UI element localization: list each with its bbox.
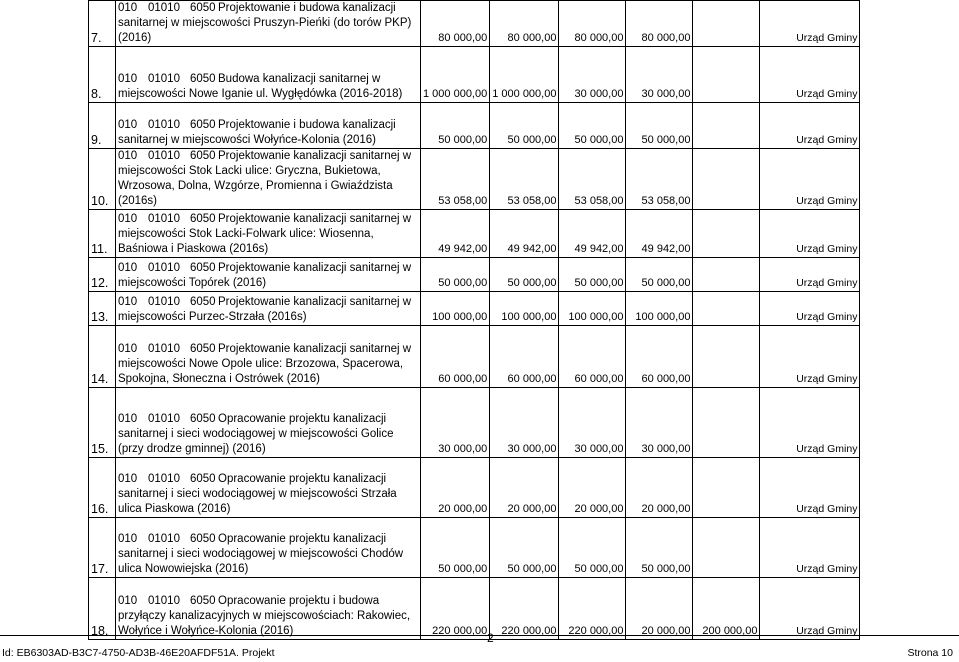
classification-codes [118,72,418,102]
chapter-code: 01010 [148,473,180,485]
other-funds [693,103,760,149]
own-funds: 50 000,00 [626,103,693,149]
task-name: Projektowanie kanalizacji sanitarnej w miejscowości Stok Lacki ulice: Gryczna, Bukietowa, Wrzosowa, Dolna, Wzgórze, Promienna i Gwiaździsta (2016s) [118,150,412,207]
page-number: 2 [487,631,494,645]
total-cost: 30 000,00 [421,388,490,458]
row-description [116,292,421,326]
other-funds: 200 000,00 [693,578,760,640]
row-number: 13. [89,292,116,326]
row-description [116,210,421,258]
row-number: 17. [89,518,116,578]
expenditure-2016: 220 000,00 [490,578,559,640]
division-code: 010 [118,2,138,14]
own-funds: 20 000,00 [626,458,693,518]
chapter-code: 01010 [148,413,180,425]
table-row [89,258,860,292]
task-name: Projektowanie kanalizacji sanitarnej w miejscowości Nowe Opole ulice: Brzozowa, Spacerowa, Spokojna, Słoneczna i Ostrówek (2016) [118,343,412,385]
own-funds: 49 942,00 [626,210,693,258]
total-cost: 50 000,00 [421,103,490,149]
total-cost: 100 000,00 [421,292,490,326]
row-description [116,518,421,578]
division-code: 010 [118,213,138,225]
division-code: 010 [118,413,138,425]
paragraph-code: 6050 [190,413,216,425]
responsible-unit: Urząd Gminy [760,518,860,578]
expenditure-2016: 1 000 000,00 [490,47,559,103]
planned-amount: 50 000,00 [559,103,626,149]
paragraph-code: 6050 [190,343,216,355]
own-funds: 30 000,00 [626,47,693,103]
own-funds: 80 000,00 [626,1,693,47]
row-description [116,149,421,210]
row-description [116,578,421,640]
other-funds [693,518,760,578]
classification-codes [118,472,418,517]
planned-amount: 49 942,00 [559,210,626,258]
other-funds [693,458,760,518]
chapter-code: 01010 [148,213,180,225]
row-description [116,388,421,458]
planned-amount: 50 000,00 [559,258,626,292]
expenditure-2016: 50 000,00 [490,258,559,292]
expenditure-2016: 50 000,00 [490,103,559,149]
table-row [89,1,860,47]
task-name: Projektowanie kanalizacji sanitarnej w miejscowości Purzec-Strzała (2016s) [118,296,412,323]
division-code: 010 [118,73,138,85]
total-cost: 49 942,00 [421,210,490,258]
task-name: Projektowanie i budowa kanalizacji sanitarnej w miejscowości Wołyńce-Kolonia (2016) [118,119,396,146]
table-row [89,326,860,388]
table-row [89,292,860,326]
row-number: 7. [89,1,116,47]
responsible-unit: Urząd Gminy [760,210,860,258]
document-id: Id: EB6303AD-B3C7-4750-AD3B-46E20AFDF51A. Projekt [2,647,275,659]
table-row [89,388,860,458]
total-cost: 20 000,00 [421,458,490,518]
task-name: Opracowanie projektu kanalizacji sanitarnej i sieci wodociągowej w miejscowości Chodów ulica Nowowiejska (2016) [118,533,404,575]
row-description [116,458,421,518]
task-name: Opracowanie projektu kanalizacji sanitarnej i sieci wodociągowej w miejscowości Strzała ulica Piaskowa (2016) [118,473,397,515]
responsible-unit: Urząd Gminy [760,326,860,388]
row-description [116,103,421,149]
responsible-unit: Urząd Gminy [760,103,860,149]
classification-codes [118,342,418,387]
classification-codes [118,212,418,257]
expenditure-2016: 80 000,00 [490,1,559,47]
row-number: 12. [89,258,116,292]
chapter-code: 01010 [148,343,180,355]
table-row [89,210,860,258]
planned-amount: 30 000,00 [559,47,626,103]
table-row [89,578,860,640]
own-funds: 30 000,00 [626,388,693,458]
total-cost: 50 000,00 [421,258,490,292]
paragraph-code: 6050 [190,262,216,274]
expenditure-2016: 30 000,00 [490,388,559,458]
planned-amount: 220 000,00 [559,578,626,640]
chapter-code: 01010 [148,595,180,607]
expenditure-2016: 20 000,00 [490,458,559,518]
row-number: 15. [89,388,116,458]
responsible-unit: Urząd Gminy [760,258,860,292]
investment-table-body [89,1,860,640]
own-funds: 50 000,00 [626,518,693,578]
planned-amount: 80 000,00 [559,1,626,47]
classification-codes [118,118,418,148]
other-funds [693,149,760,210]
own-funds: 53 058,00 [626,149,693,210]
row-number: 16. [89,458,116,518]
own-funds: 100 000,00 [626,292,693,326]
table-row [89,149,860,210]
paragraph-code: 6050 [190,150,216,162]
division-code: 010 [118,150,138,162]
total-cost: 220 000,00 [421,578,490,640]
other-funds [693,292,760,326]
responsible-unit: Urząd Gminy [760,388,860,458]
division-code: 010 [118,533,138,545]
paragraph-code: 6050 [190,533,216,545]
paragraph-code: 6050 [190,73,216,85]
chapter-code: 01010 [148,119,180,131]
row-number: 10. [89,149,116,210]
task-name: Projektowanie i budowa kanalizacji sanitarnej w miejscowości Pruszyn-Pieńki (do torów PKP) (2016) [118,2,412,44]
row-description [116,326,421,388]
task-name: Opracowanie projektu kanalizacji sanitarnej i sieci wodociągowej w miejscowości Golice (przy drodze gminnej) (2016) [118,413,394,455]
expenditure-2016: 50 000,00 [490,518,559,578]
responsible-unit: Urząd Gminy [760,1,860,47]
chapter-code: 01010 [148,150,180,162]
expenditure-2016: 60 000,00 [490,326,559,388]
footer-rule [0,635,959,636]
division-code: 010 [118,119,138,131]
planned-amount: 20 000,00 [559,458,626,518]
other-funds [693,258,760,292]
division-code: 010 [118,595,138,607]
total-cost: 60 000,00 [421,326,490,388]
paragraph-code: 6050 [190,119,216,131]
chapter-code: 01010 [148,533,180,545]
classification-codes [118,295,418,325]
paragraph-code: 6050 [190,213,216,225]
row-number: 8. [89,47,116,103]
responsible-unit: Urząd Gminy [760,149,860,210]
division-code: 010 [118,296,138,308]
total-cost: 1 000 000,00 [421,47,490,103]
table-row [89,47,860,103]
other-funds [693,388,760,458]
division-code: 010 [118,473,138,485]
division-code: 010 [118,343,138,355]
task-name: Opracowanie projektu i budowa przyłączy kanalizacyjnych w miejscowościach: Rakowiec, Wołyńce i Wołyńce-Kolonia (2016) [118,595,411,637]
row-description [116,47,421,103]
classification-codes [118,412,418,457]
paragraph-code: 6050 [190,2,216,14]
investment-table [88,0,860,640]
classification-codes [118,532,418,577]
chapter-code: 01010 [148,2,180,14]
planned-amount: 100 000,00 [559,292,626,326]
classification-codes [118,594,418,639]
responsible-unit: Urząd Gminy [760,578,860,640]
classification-codes [118,261,418,291]
page-label: Strona 10 [907,647,953,659]
own-funds: 60 000,00 [626,326,693,388]
planned-amount: 53 058,00 [559,149,626,210]
row-description [116,258,421,292]
chapter-code: 01010 [148,262,180,274]
task-name: Budowa kanalizacji sanitarnej w miejscowości Nowe Iganie ul. Wygłędówka (2016-2018) [118,73,403,100]
total-cost: 80 000,00 [421,1,490,47]
own-funds: 50 000,00 [626,258,693,292]
classification-codes [118,149,418,209]
other-funds [693,210,760,258]
total-cost: 50 000,00 [421,518,490,578]
planned-amount: 50 000,00 [559,518,626,578]
expenditure-2016: 100 000,00 [490,292,559,326]
responsible-unit: Urząd Gminy [760,292,860,326]
division-code: 010 [118,262,138,274]
expenditure-2016: 53 058,00 [490,149,559,210]
paragraph-code: 6050 [190,473,216,485]
row-number: 9. [89,103,116,149]
table-row [89,518,860,578]
paragraph-code: 6050 [190,595,216,607]
table-row [89,103,860,149]
row-description [116,1,421,47]
expenditure-2016: 49 942,00 [490,210,559,258]
task-name: Projektowanie kanalizacji sanitarnej w miejscowości Stok Lacki-Folwark ulice: Wiosenna, Baśniowa i Piaskowa (2016s) [118,213,412,255]
chapter-code: 01010 [148,296,180,308]
planned-amount: 30 000,00 [559,388,626,458]
row-number: 11. [89,210,116,258]
total-cost: 53 058,00 [421,149,490,210]
other-funds [693,1,760,47]
paragraph-code: 6050 [190,296,216,308]
responsible-unit: Urząd Gminy [760,47,860,103]
responsible-unit: Urząd Gminy [760,458,860,518]
row-number: 18. [89,578,116,640]
task-name: Projektowanie kanalizacji sanitarnej w miejscowości Topórek (2016) [118,262,412,289]
other-funds [693,326,760,388]
chapter-code: 01010 [148,73,180,85]
own-funds: 20 000,00 [626,578,693,640]
row-number: 14. [89,326,116,388]
planned-amount: 60 000,00 [559,326,626,388]
other-funds [693,47,760,103]
table-row [89,458,860,518]
classification-codes [118,1,418,46]
